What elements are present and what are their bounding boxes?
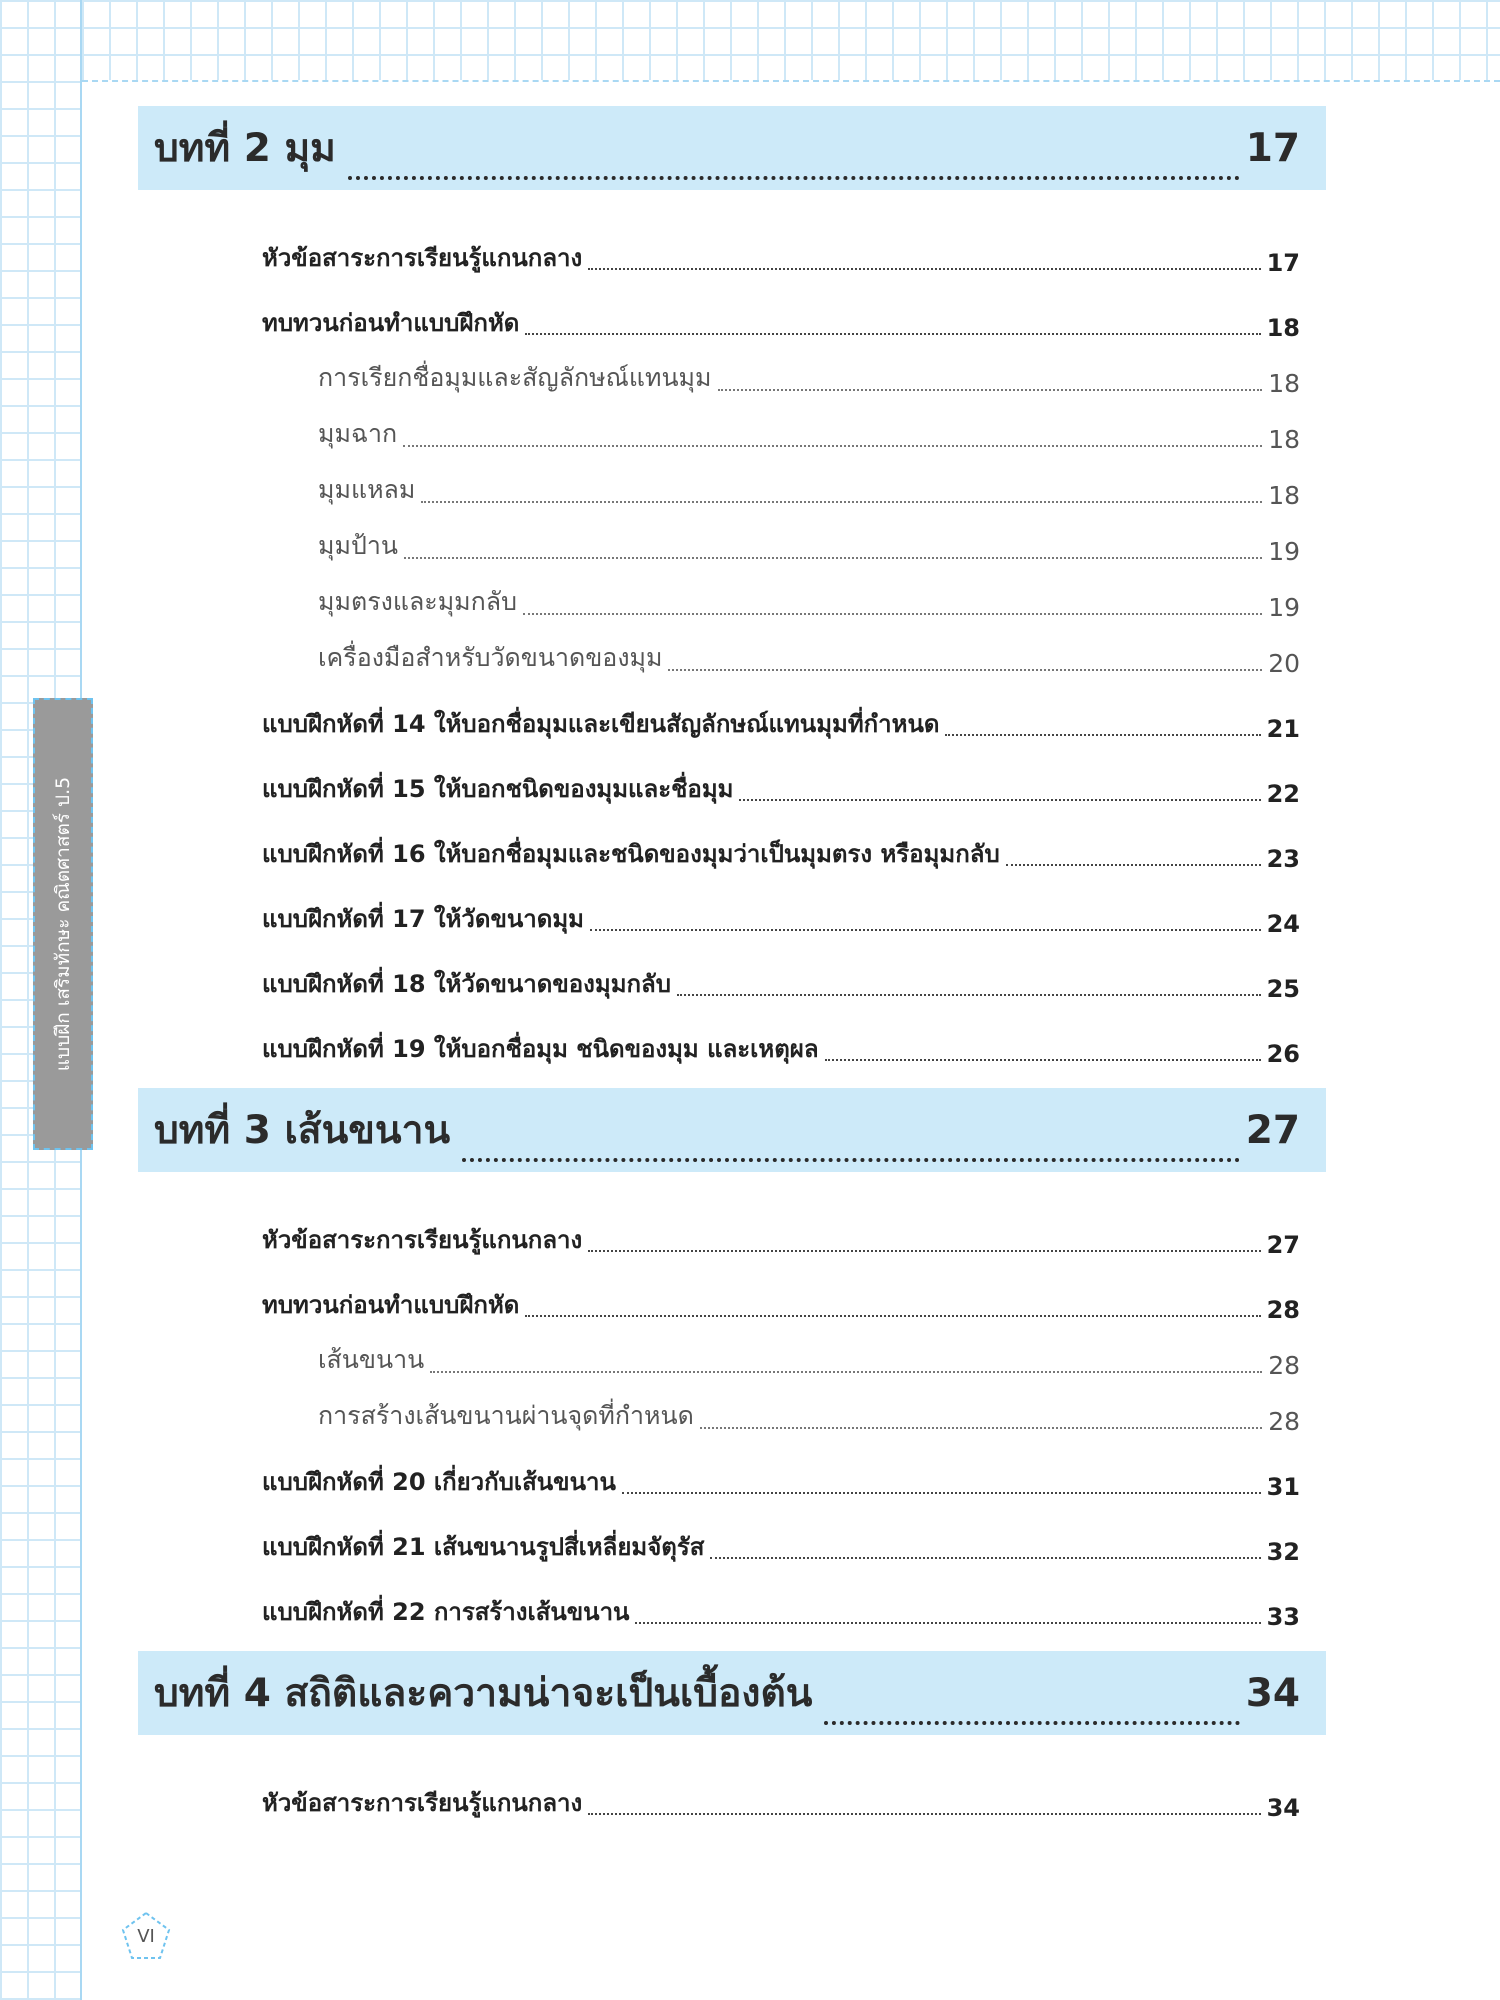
- book-title-side-text: แบบฝึก เสริมทักษะ คณิตศาสตร์ ป.5: [52, 776, 74, 1072]
- chapter-entries: [138, 1735, 1326, 1822]
- entry-label: เครื่องมือสำหรับวัดขนาดของมุม: [318, 643, 663, 672]
- entry-label: การเรียกชื่อมุมและสัญลักษณ์แทนมุม: [318, 363, 712, 392]
- dot-leader: [525, 333, 1260, 335]
- toc-entry[interactable]: [262, 1194, 1300, 1259]
- entry-label: ทบทวนก่อนทำแบบฝึกหัด: [262, 309, 520, 337]
- toc-subentry[interactable]: [318, 622, 1300, 678]
- entry-page-number: 23: [1266, 845, 1300, 873]
- dot-leader: [588, 1250, 1260, 1252]
- dot-leader: [348, 176, 1240, 180]
- entry-page-number: 22: [1266, 780, 1300, 808]
- entry-label: หัวข้อสาระการเรียนรู้แกนกลาง: [262, 244, 583, 272]
- chapter-entries: [138, 190, 1326, 1068]
- toc-entry[interactable]: [262, 1757, 1300, 1822]
- chapter-3: [138, 1088, 1326, 1651]
- dot-leader: [588, 1813, 1260, 1815]
- dot-leader: [1006, 864, 1261, 866]
- entry-page-number: 18: [1268, 425, 1300, 454]
- entry-page-number: 18: [1268, 481, 1300, 510]
- chapter-entries: [138, 1172, 1326, 1631]
- dot-leader: [739, 799, 1260, 801]
- entry-label: มุมฉาก: [318, 419, 398, 448]
- toc-entry[interactable]: [262, 1501, 1300, 1566]
- toc-subentry[interactable]: [318, 398, 1300, 454]
- dot-leader: [825, 1059, 1261, 1061]
- page-number: VI: [137, 1926, 155, 1947]
- entry-page-number: 20: [1268, 649, 1300, 678]
- chapter-heading[interactable]: [138, 1088, 1326, 1172]
- entry-page-number: 31: [1266, 1473, 1300, 1501]
- entry-page-number: 28: [1268, 1351, 1300, 1380]
- toc-entry[interactable]: [262, 938, 1300, 1003]
- toc-entry[interactable]: [262, 277, 1300, 342]
- dot-leader: [523, 613, 1262, 615]
- entry-label: การสร้างเส้นขนานผ่านจุดที่กำหนด: [318, 1401, 694, 1430]
- toc-entry[interactable]: [262, 1436, 1300, 1501]
- entry-page-number: 32: [1266, 1538, 1300, 1566]
- entry-label: แบบฝึกหัดที่ 22 การสร้างเส้นขนาน: [262, 1598, 630, 1626]
- table-of-contents: [138, 106, 1326, 1822]
- entry-page-number: 28: [1268, 1407, 1300, 1436]
- dot-leader: [635, 1622, 1260, 1624]
- entry-label: หัวข้อสาระการเรียนรู้แกนกลาง: [262, 1226, 583, 1254]
- entry-page-number: 27: [1266, 1231, 1300, 1259]
- toc-entry[interactable]: [262, 1566, 1300, 1631]
- chapter-page-number: 27: [1245, 1107, 1300, 1153]
- chapter-title: บทที่ 4 สถิติและความน่าจะเป็นเบื้องต้น: [154, 1671, 813, 1716]
- toc-entry[interactable]: [262, 212, 1300, 277]
- toc-subentry[interactable]: [318, 342, 1300, 398]
- entry-label: แบบฝึกหัดที่ 17 ให้วัดขนาดมุม: [262, 905, 584, 933]
- toc-subentry[interactable]: [318, 566, 1300, 622]
- chapter-page-number: 17: [1245, 125, 1300, 171]
- dot-leader: [430, 1371, 1262, 1373]
- toc-entry[interactable]: [262, 808, 1300, 873]
- entry-label: แบบฝึกหัดที่ 18 ให้วัดขนาดของมุมกลับ: [262, 970, 671, 998]
- dot-leader: [710, 1557, 1260, 1559]
- dot-leader: [403, 445, 1262, 447]
- chapter-2: [138, 106, 1326, 1088]
- toc-subentry[interactable]: [318, 1324, 1300, 1380]
- dot-leader: [622, 1492, 1261, 1494]
- dot-leader: [590, 929, 1261, 931]
- dot-leader: [404, 557, 1262, 559]
- toc-entry[interactable]: [262, 743, 1300, 808]
- toc-entry[interactable]: [262, 678, 1300, 743]
- entry-label: ทบทวนก่อนทำแบบฝึกหัด: [262, 1291, 520, 1319]
- entry-label: เส้นขนาน: [318, 1345, 425, 1374]
- entry-label: แบบฝึกหัดที่ 16 ให้บอกชื่อมุมและชนิดของมุมว่าเป็นมุมตรง หรือมุมกลับ: [262, 840, 1000, 868]
- entry-label: แบบฝึกหัดที่ 19 ให้บอกชื่อมุม ชนิดของมุม และเหตุผล: [262, 1035, 819, 1063]
- toc-subentry[interactable]: [318, 454, 1300, 510]
- chapter-heading[interactable]: [138, 1651, 1326, 1735]
- entry-label: แบบฝึกหัดที่ 15 ให้บอกชนิดของมุมและชื่อมุม: [262, 775, 734, 803]
- chapter-title: บทที่ 3 เส้นขนาน: [154, 1108, 451, 1153]
- toc-entry[interactable]: [262, 1259, 1300, 1324]
- toc-subentry[interactable]: [318, 1380, 1300, 1436]
- entry-page-number: 28: [1266, 1296, 1300, 1324]
- entry-label: แบบฝึกหัดที่ 21 เส้นขนานรูปสี่เหลี่ยมจัตุรัส: [262, 1533, 705, 1561]
- dot-leader: [668, 669, 1262, 671]
- entry-page-number: 33: [1266, 1603, 1300, 1631]
- dot-leader: [718, 389, 1263, 391]
- entry-page-number: 19: [1268, 537, 1300, 566]
- entry-label: หัวข้อสาระการเรียนรู้แกนกลาง: [262, 1789, 583, 1817]
- entry-page-number: 24: [1266, 910, 1300, 938]
- entry-page-number: 19: [1268, 593, 1300, 622]
- dot-leader: [462, 1158, 1240, 1162]
- entry-page-number: 34: [1266, 1794, 1300, 1822]
- dot-leader: [700, 1427, 1262, 1429]
- entry-page-number: 26: [1266, 1040, 1300, 1068]
- dot-leader: [945, 734, 1260, 736]
- entry-label: มุมแหลม: [318, 475, 416, 504]
- entry-label: แบบฝึกหัดที่ 20 เกี่ยวกับเส้นขนาน: [262, 1468, 616, 1496]
- toc-entry[interactable]: [262, 873, 1300, 938]
- entry-page-number: 18: [1268, 369, 1300, 398]
- dot-leader: [677, 994, 1261, 996]
- entry-label: มุมตรงและมุมกลับ: [318, 587, 517, 616]
- entry-page-number: 17: [1266, 249, 1300, 277]
- chapter-page-number: 34: [1245, 1670, 1300, 1716]
- toc-entry[interactable]: [262, 1003, 1300, 1068]
- entry-page-number: 21: [1266, 715, 1300, 743]
- margin-divider-top: [82, 80, 1500, 82]
- page-number-badge: [120, 1910, 172, 1962]
- dot-leader: [421, 501, 1262, 503]
- entry-label: แบบฝึกหัดที่ 14 ให้บอกชื่อมุมและเขียนสัญลักษณ์แทนมุมที่กำหนด: [262, 710, 940, 738]
- grid-paper-margin-top: [82, 0, 1500, 80]
- dot-leader: [525, 1315, 1260, 1317]
- entry-page-number: 18: [1266, 314, 1300, 342]
- dot-leader: [824, 1721, 1239, 1725]
- chapter-4: [138, 1651, 1326, 1822]
- dot-leader: [588, 268, 1260, 270]
- toc-subentry[interactable]: [318, 510, 1300, 566]
- book-title-side-tab: [33, 698, 93, 1150]
- entry-label: มุมป้าน: [318, 531, 398, 560]
- chapter-heading[interactable]: [138, 106, 1326, 190]
- entry-page-number: 25: [1266, 975, 1300, 1003]
- chapter-title: บทที่ 2 มุม: [154, 126, 336, 171]
